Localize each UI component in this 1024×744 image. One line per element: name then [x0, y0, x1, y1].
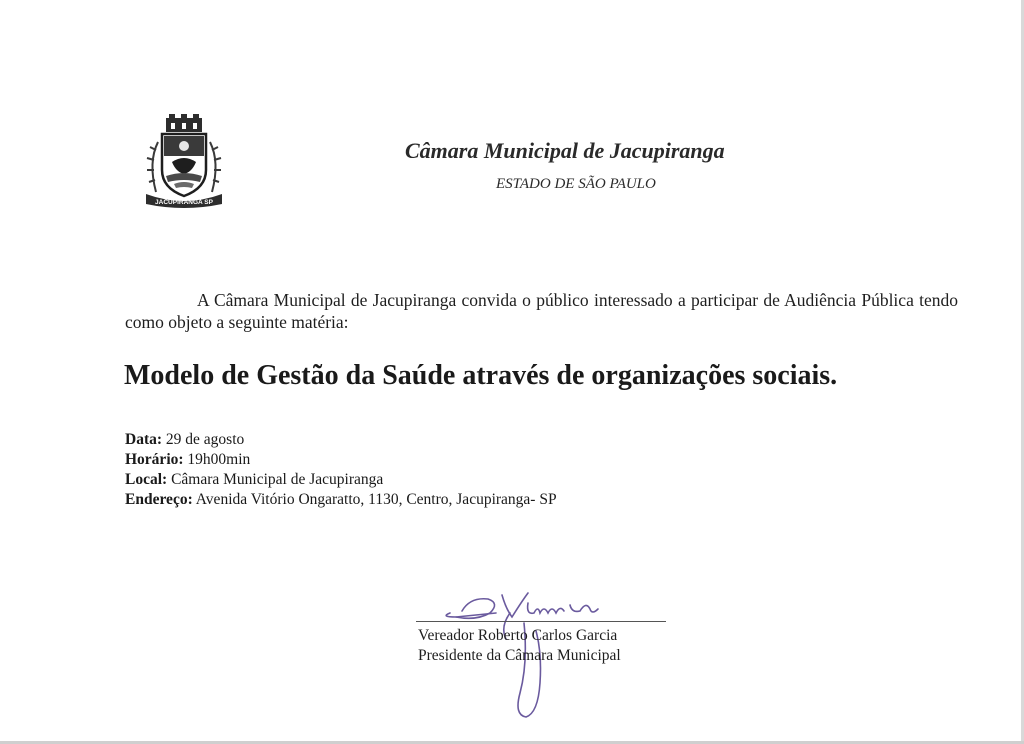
- place-row: [125, 470, 557, 490]
- address-row: [125, 490, 557, 510]
- signer-block: [418, 626, 621, 666]
- signer-role: Presidente da Câmara Municipal: [418, 647, 621, 664]
- hearing-subject: Modelo de Gestão da Saúde através de organizações sociais.: [124, 360, 838, 391]
- time-label: Horário:: [125, 451, 184, 468]
- date-value: 29 de agosto: [165, 431, 245, 448]
- date-label: Data:: [125, 431, 163, 448]
- crest-ribbon-text: JACUPIRANGA SP: [155, 199, 213, 206]
- address-value: Avenida Vitório Ongaratto, 1130, Centro, Jacupiranga- SP: [195, 491, 557, 508]
- municipal-crest-icon: [136, 112, 232, 212]
- time-value: 19h00min: [187, 451, 251, 468]
- date-row: [125, 430, 557, 450]
- place-label: Local:: [125, 471, 168, 488]
- invitation-paragraph: A Câmara Municipal de Jacupiranga convida o público interessado a participar de Audiência Pública tendo como objeto a seguinte matéria:: [125, 290, 958, 332]
- state-subtitle: ESTADO DE SÃO PAULO: [496, 176, 656, 192]
- time-row: [125, 450, 557, 470]
- chamber-title: Câmara Municipal de Jacupiranga: [405, 138, 725, 163]
- signer-name: Vereador Roberto Carlos Garcia: [418, 627, 618, 644]
- signature-line: [416, 621, 666, 622]
- place-value: Câmara Municipal de Jacupiranga: [171, 471, 384, 488]
- event-details: [125, 430, 557, 510]
- address-label: Endereço:: [125, 491, 193, 508]
